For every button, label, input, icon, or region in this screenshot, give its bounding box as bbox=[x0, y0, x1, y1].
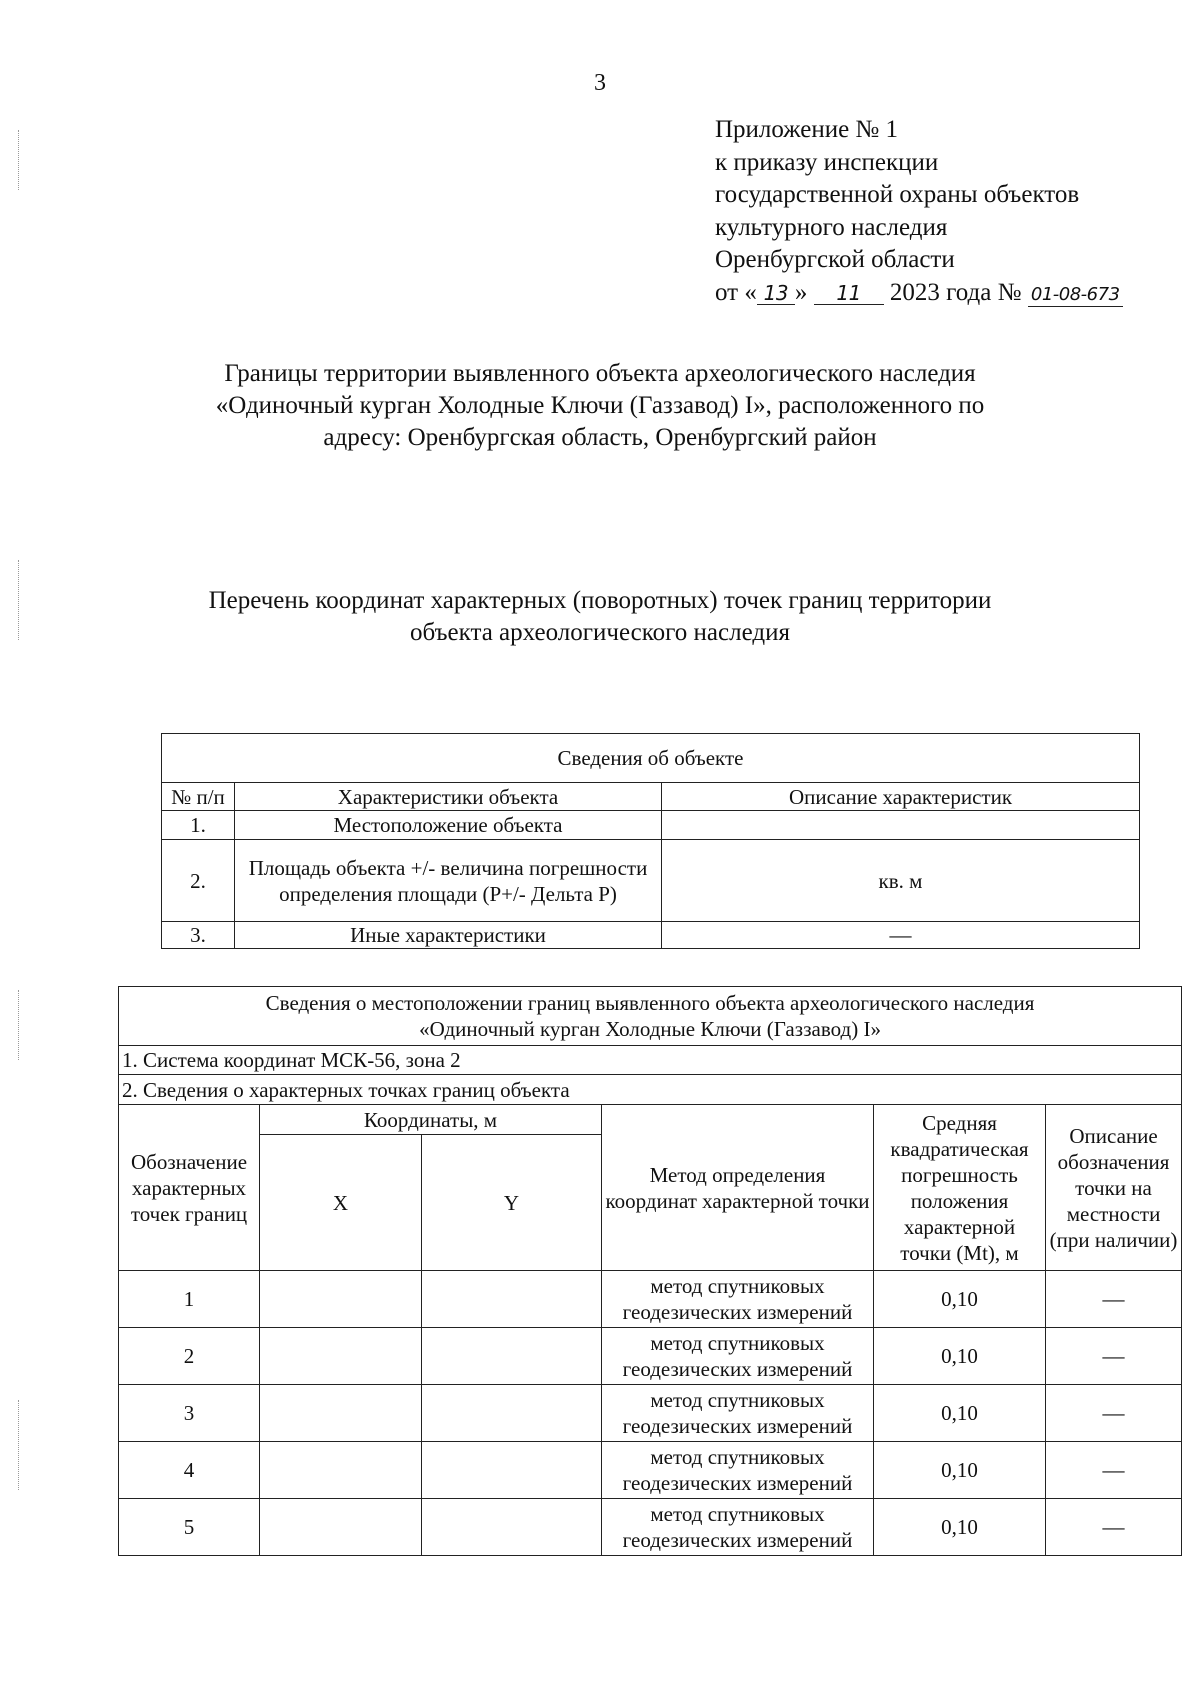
object-table-header: Сведения об объекте bbox=[162, 734, 1140, 783]
scan-margin-mark bbox=[18, 130, 23, 190]
point-id: 2 bbox=[119, 1328, 260, 1385]
scan-margin-mark bbox=[18, 990, 23, 1060]
row-desc: кв. м bbox=[662, 840, 1140, 922]
header-line: «Одиночный курган Холодные Ключи (Газзавод) I» bbox=[419, 1017, 881, 1041]
row-num: 2. bbox=[162, 840, 235, 922]
table-row bbox=[119, 1271, 1182, 1328]
point-id: 1 bbox=[119, 1271, 260, 1328]
col-description-header: Описание обозначения точки на местности (при наличии) bbox=[1046, 1105, 1182, 1271]
point-x bbox=[260, 1328, 422, 1385]
col-char-header: Характеристики объекта bbox=[235, 783, 662, 811]
table-row bbox=[119, 1328, 1182, 1385]
point-method: метод спутниковых геодезических измерений bbox=[602, 1328, 874, 1385]
point-x bbox=[260, 1271, 422, 1328]
scan-margin-mark bbox=[18, 560, 23, 640]
document-title bbox=[150, 358, 1050, 454]
point-method: метод спутниковых геодезических измерений bbox=[602, 1271, 874, 1328]
handwritten-day: 13 bbox=[757, 282, 795, 305]
point-id: 3 bbox=[119, 1385, 260, 1442]
point-error: 0,10 bbox=[874, 1328, 1046, 1385]
point-description: — bbox=[1046, 1499, 1182, 1556]
handwritten-month: 11 bbox=[814, 282, 884, 305]
point-id: 4 bbox=[119, 1442, 260, 1499]
col-method-header: Метод определения координат характерной точки bbox=[602, 1105, 874, 1271]
row-desc bbox=[662, 811, 1140, 840]
location-table bbox=[118, 986, 1182, 1556]
date-prefix: от « bbox=[715, 278, 757, 306]
point-x bbox=[260, 1499, 422, 1556]
annex-line: к приказу инспекции bbox=[715, 148, 939, 176]
scan-margin-mark bbox=[18, 1400, 23, 1490]
point-description: — bbox=[1046, 1328, 1182, 1385]
row-num: 3. bbox=[162, 922, 235, 949]
table-row bbox=[162, 811, 1140, 840]
annex-line: Оренбургской области bbox=[715, 246, 955, 273]
date-mid: » bbox=[794, 278, 814, 306]
header-line: Сведения о местоположении границ выявленного объекта археологического наследия bbox=[265, 991, 1035, 1015]
col-coords-header: Координаты, м bbox=[260, 1105, 602, 1135]
object-info-table bbox=[161, 733, 1140, 949]
point-method: метод спутниковых геодезических измерений bbox=[602, 1385, 874, 1442]
row-char: Местоположение объекта bbox=[235, 811, 662, 840]
point-description: — bbox=[1046, 1385, 1182, 1442]
col-x-header: X bbox=[260, 1135, 422, 1271]
annex-line: государственной охраны объектов bbox=[715, 181, 1080, 208]
handwritten-order-number: 01-08-673 bbox=[1028, 284, 1123, 307]
annex-block bbox=[715, 114, 1123, 309]
annex-line: культурного наследия bbox=[715, 213, 948, 241]
col-designation-header: Обозначение характерных точек границ bbox=[119, 1105, 260, 1271]
page-number: 3 bbox=[594, 70, 606, 96]
table-row bbox=[162, 922, 1140, 949]
row-num: 1. bbox=[162, 811, 235, 840]
subtitle-line: объекта археологического наследия bbox=[410, 619, 790, 646]
point-x bbox=[260, 1385, 422, 1442]
col-y-header: Y bbox=[422, 1135, 602, 1271]
subtitle-line: Перечень координат характерных (поворотных) точек границ территории bbox=[208, 587, 992, 614]
table-row bbox=[119, 1442, 1182, 1499]
point-y bbox=[422, 1499, 602, 1556]
title-line: адресу: Оренбургская область, Оренбургский район bbox=[323, 424, 877, 451]
year-text: 2023 года № bbox=[883, 278, 1028, 306]
point-y bbox=[422, 1328, 602, 1385]
point-description: — bbox=[1046, 1271, 1182, 1328]
annex-date-line bbox=[715, 277, 1123, 310]
point-description: — bbox=[1046, 1442, 1182, 1499]
title-line: Границы территории выявленного объекта археологического наследия bbox=[224, 360, 976, 387]
point-error: 0,10 bbox=[874, 1385, 1046, 1442]
col-error-header: Средняя квадратическая погрешность положения характерной точки (Mt), м bbox=[874, 1105, 1046, 1271]
row-char: Иные характеристики bbox=[235, 922, 662, 949]
col-desc-header: Описание характеристик bbox=[662, 783, 1140, 811]
row-char: Площадь объекта +/- величина погрешности определения площади (Р+/- Дельта Р) bbox=[235, 840, 662, 922]
points-info-row: 2. Сведения о характерных точках границ объекта bbox=[119, 1075, 1182, 1105]
point-id: 5 bbox=[119, 1499, 260, 1556]
annex-line: Приложение № 1 bbox=[715, 116, 899, 143]
table-row bbox=[162, 840, 1140, 922]
point-y bbox=[422, 1442, 602, 1499]
point-error: 0,10 bbox=[874, 1271, 1046, 1328]
table-row bbox=[119, 1385, 1182, 1442]
col-num-header: № п/п bbox=[162, 783, 235, 811]
title-line: «Одиночный курган Холодные Ключи (Газзавод) I», расположенного по bbox=[215, 392, 985, 419]
point-x bbox=[260, 1442, 422, 1499]
point-method: метод спутниковых геодезических измерений bbox=[602, 1499, 874, 1556]
point-y bbox=[422, 1385, 602, 1442]
point-error: 0,10 bbox=[874, 1442, 1046, 1499]
location-table-header bbox=[119, 987, 1182, 1046]
coordinate-system-row: 1. Система координат МСК-56, зона 2 bbox=[119, 1046, 1182, 1075]
row-desc: — bbox=[662, 922, 1140, 949]
document-subtitle bbox=[150, 585, 1050, 649]
point-error: 0,10 bbox=[874, 1499, 1046, 1556]
table-row bbox=[119, 1499, 1182, 1556]
point-y bbox=[422, 1271, 602, 1328]
point-method: метод спутниковых геодезических измерений bbox=[602, 1442, 874, 1499]
